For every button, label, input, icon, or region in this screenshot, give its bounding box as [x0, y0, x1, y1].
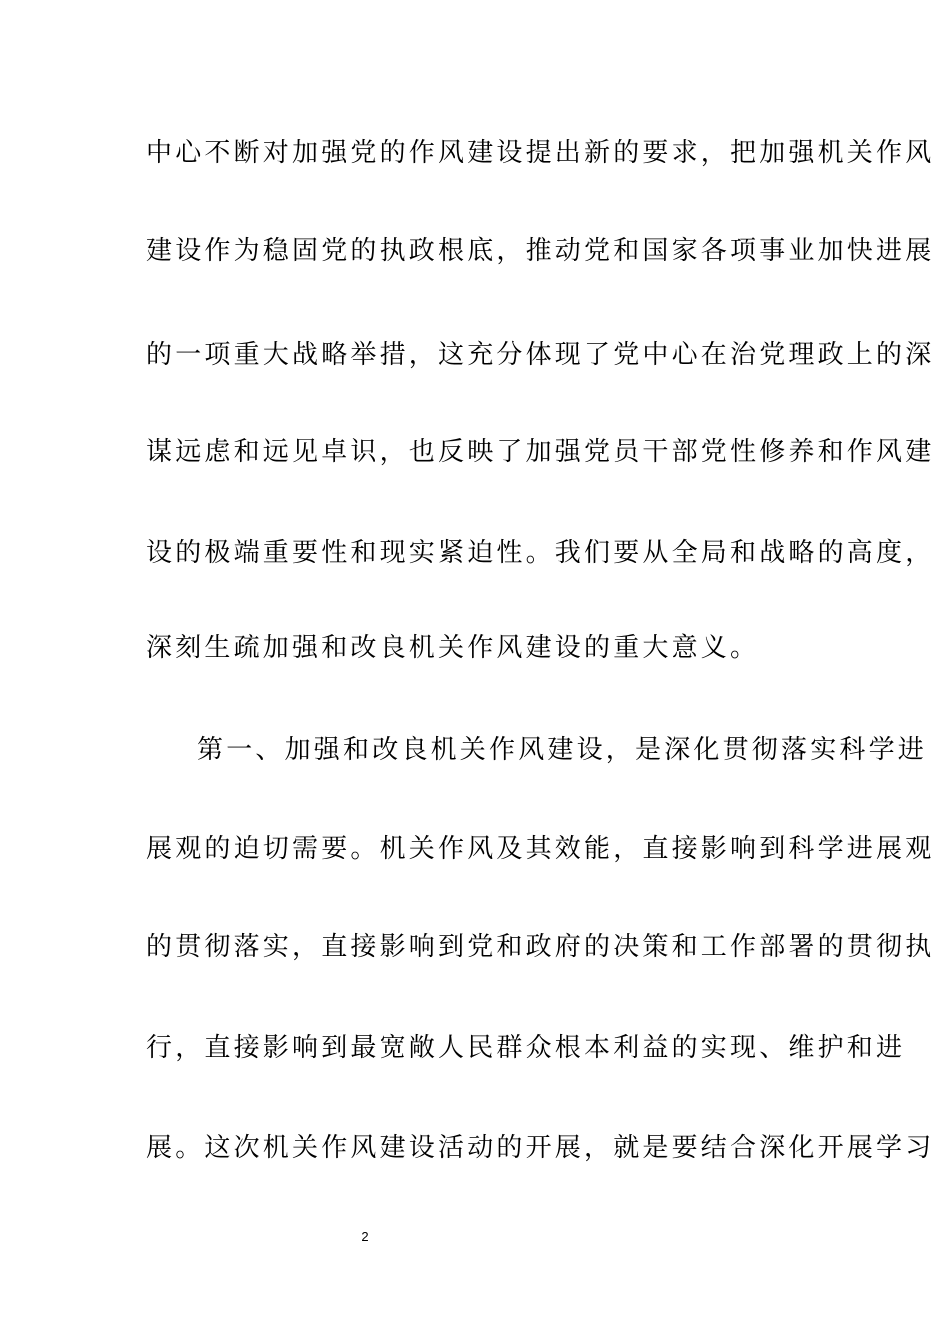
paragraph-1-line-1: 中心不断对加强党的作风建设提出新的要求，把加强机关作风 [146, 138, 935, 168]
paragraph-2-line-3: 的贯彻落实，直接影响到党和政府的决策和工作部署的贯彻执 [146, 932, 935, 962]
paragraph-2-line-5: 展。这次机关作风建设活动的开展，就是要结合深化开展学习 [146, 1133, 935, 1163]
paragraph-1-line-2: 建设作为稳固党的执政根底，推动党和国家各项事业加快进展 [146, 236, 935, 266]
paragraph-2-line-2: 展观的迫切需要。机关作风及其效能，直接影响到科学进展观 [146, 834, 935, 864]
paragraph-2-line-4: 行，直接影响到最宽敞人民群众根本利益的实现、维护和进 [146, 1033, 906, 1063]
paragraph-1-line-5: 设的极端重要性和现实紧迫性。我们要从全局和战略的高度， [146, 538, 935, 568]
paragraph-1-line-3: 的一项重大战略举措，这充分体现了党中心在治党理政上的深 [146, 340, 935, 370]
paragraph-1-line-6: 深刻生疏加强和改良机关作风建设的重大意义。 [146, 633, 760, 663]
paragraph-2-line-1: 第一、加强和改良机关作风建设，是深化贯彻落实科学进 [197, 735, 928, 765]
paragraph-1-line-4: 谋远虑和远见卓识，也反映了加强党员干部党性修养和作风建 [146, 437, 935, 467]
page-number: 2 [361, 1229, 369, 1244]
